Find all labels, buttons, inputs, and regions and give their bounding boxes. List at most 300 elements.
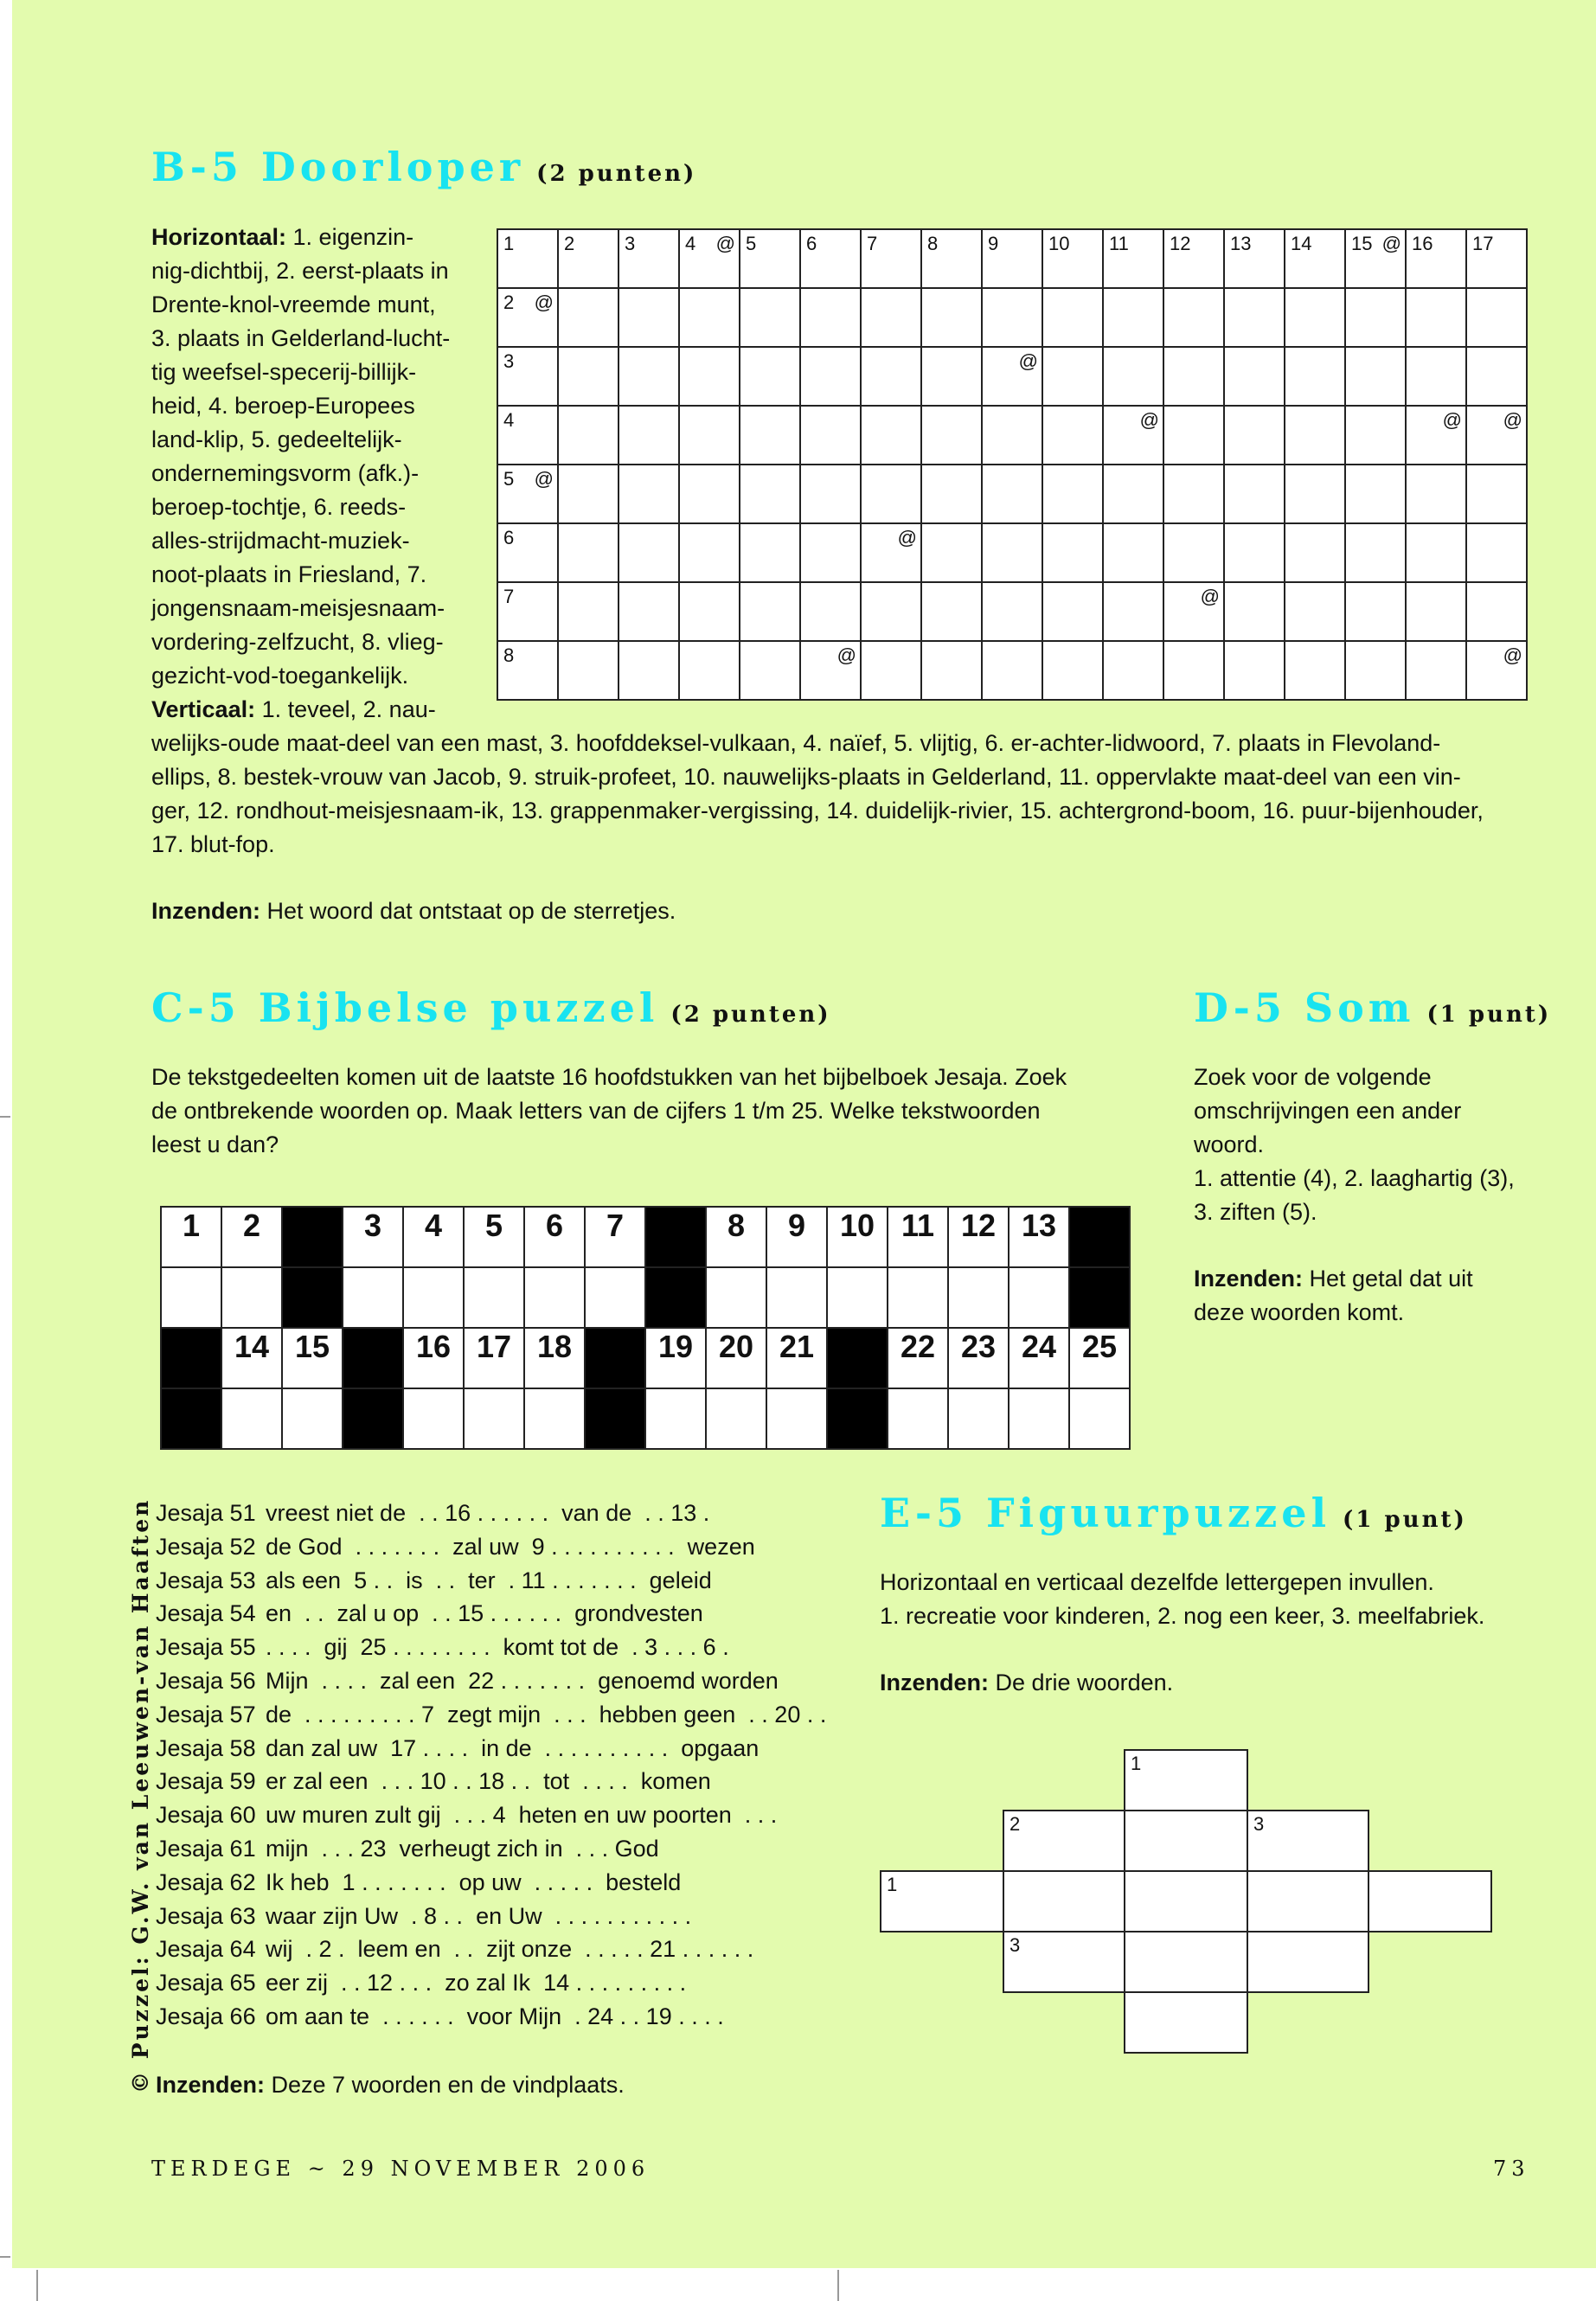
grid-cell[interactable]: [800, 465, 861, 523]
letter-cell[interactable]: [464, 1267, 524, 1328]
cell-number: 13: [1230, 233, 1252, 254]
grid-cell[interactable]: [1285, 406, 1345, 465]
grid-row: [161, 1267, 1130, 1328]
grid-cell[interactable]: [1406, 288, 1466, 347]
grid-cell[interactable]: [861, 406, 921, 465]
verse-reference: Jesaja 62: [156, 1868, 256, 1895]
grid-cell[interactable]: [861, 641, 921, 700]
grid-row: [497, 288, 1527, 347]
grid-cell[interactable]: [1345, 347, 1406, 406]
grid-cell[interactable]: [558, 582, 619, 641]
letter-cell[interactable]: 5: [464, 1207, 524, 1267]
clue-line: tig weefsel-specerij-billijk-: [151, 359, 417, 385]
fig-cell: [880, 1870, 1004, 1932]
clue-line: noot-plaats in Friesland, 7.: [151, 561, 427, 587]
clue-line: land-klip, 5. gedeeltelijk-: [151, 426, 402, 452]
grid-row: [161, 1328, 1130, 1388]
verse-row: [156, 1631, 826, 1664]
grid-row: [497, 229, 1527, 288]
cell-number: 6: [503, 527, 515, 548]
letter-cell[interactable]: 15: [282, 1328, 343, 1388]
letter-cell[interactable]: 7: [585, 1207, 645, 1267]
footer-page-number: 73: [1493, 2157, 1530, 2181]
grid-cell[interactable]: [800, 523, 861, 582]
cell-number: 2: [564, 233, 575, 254]
cell-number: 2: [1010, 1813, 1021, 1835]
footer-publication: TERDEGE ~ 29 NOVEMBER 2006: [151, 2157, 651, 2181]
fig-cell: [1247, 1870, 1369, 1932]
letter-cell[interactable]: [282, 1388, 343, 1449]
fig-cell: [1003, 1870, 1125, 1932]
black-cell: [1069, 1207, 1130, 1267]
grid-cell[interactable]: [921, 523, 982, 582]
b5-vertical-label: Verticaal:: [151, 696, 256, 722]
star-marker: @: [715, 233, 735, 254]
grid-cell[interactable]: [1466, 523, 1527, 582]
letter-cell[interactable]: 1: [161, 1207, 221, 1267]
letter-cell[interactable]: 4: [403, 1207, 464, 1267]
grid-cell[interactable]: [800, 582, 861, 641]
clue-line: 1. recreatie voor kinderen, 2. nog een keer, 3. meelfabriek.: [880, 1603, 1485, 1629]
verse-reference: Jesaja 52: [156, 1533, 256, 1560]
b5-horizontal-label: Horizontaal:: [151, 224, 287, 250]
grid-cell[interactable]: [1103, 523, 1163, 582]
letter-cell[interactable]: 17: [464, 1328, 524, 1388]
grid-row: [497, 406, 1527, 465]
verse-text: er zal een . . . 10 . . 18 . . tot . . . . komen: [266, 1768, 711, 1795]
c5-verse-list: [156, 1497, 826, 2034]
letter-cell[interactable]: 8: [706, 1207, 766, 1267]
grid-cell[interactable]: [558, 406, 619, 465]
grid-cell[interactable]: [1285, 229, 1345, 288]
letter-cell[interactable]: [403, 1388, 464, 1449]
grid-cell[interactable]: [1224, 582, 1285, 641]
grid-cell[interactable]: [1285, 465, 1345, 523]
grid-cell[interactable]: [1406, 229, 1466, 288]
grid-cell[interactable]: [1042, 523, 1103, 582]
grid-cell[interactable]: [1466, 641, 1527, 700]
letter-cell[interactable]: 6: [524, 1207, 585, 1267]
grid-cell[interactable]: [740, 347, 800, 406]
fig-cell: [1003, 1931, 1125, 1993]
grid-cell[interactable]: [1163, 347, 1224, 406]
cell-number: 16: [1412, 233, 1433, 254]
cell-number: 2: [503, 292, 515, 313]
star-marker: @: [897, 527, 917, 548]
grid-cell[interactable]: [1103, 288, 1163, 347]
letter-cell[interactable]: 10: [827, 1207, 888, 1267]
grid-cell[interactable]: [1345, 229, 1406, 288]
letter-cell[interactable]: 25: [1069, 1328, 1130, 1388]
verse-text: dan zal uw 17 . . . . in de . . . . . . . . . . opgaan: [266, 1734, 760, 1761]
grid-cell[interactable]: [740, 523, 800, 582]
grid-cell[interactable]: [1406, 347, 1466, 406]
grid-cell[interactable]: [619, 288, 679, 347]
black-cell: [645, 1267, 706, 1328]
clue-line: ondernemingsvorm (afk.)-: [151, 460, 420, 486]
grid-cell[interactable]: [982, 582, 1042, 641]
clue-line: vordering-zelfzucht, 8. vlieg-: [151, 629, 444, 655]
grid-row: [497, 641, 1527, 700]
letter-cell[interactable]: 19: [645, 1328, 706, 1388]
cell-number: 6: [806, 233, 817, 254]
c5-submit: [156, 2068, 625, 2102]
letter-cell[interactable]: [706, 1267, 766, 1328]
cell-number: 1: [503, 233, 515, 254]
verse-row: [156, 1664, 826, 1698]
clue-line: 1. teveel, 2. nau-: [261, 696, 436, 722]
b5-horizontal-clues: [151, 221, 480, 727]
grid-cell[interactable]: [1406, 641, 1466, 700]
grid-cell[interactable]: [1466, 347, 1527, 406]
d5-clues: [1194, 1061, 1583, 1330]
grid-cell[interactable]: [921, 229, 982, 288]
star-marker: @: [836, 644, 856, 666]
grid-cell[interactable]: [1285, 347, 1345, 406]
verse-row: [156, 1564, 826, 1598]
letter-cell[interactable]: 21: [766, 1328, 827, 1388]
cell-number: 3: [503, 350, 515, 372]
grid-cell[interactable]: [679, 347, 740, 406]
letter-cell[interactable]: 24: [1009, 1328, 1069, 1388]
grid-cell[interactable]: [1406, 465, 1466, 523]
grid-cell[interactable]: [740, 641, 800, 700]
letter-cell[interactable]: 14: [221, 1328, 282, 1388]
black-cell: [282, 1207, 343, 1267]
grid-cell[interactable]: [740, 229, 800, 288]
grid-cell[interactable]: [497, 288, 558, 347]
fig-cell: [1003, 1810, 1125, 1872]
letter-cell[interactable]: [221, 1388, 282, 1449]
verse-row: [156, 1732, 826, 1766]
grid-row: [497, 465, 1527, 523]
clue-line: 1. attentie (4), 2. laaghartig (3),: [1194, 1165, 1515, 1191]
verse-reference: Jesaja 59: [156, 1768, 256, 1795]
grid-cell[interactable]: [921, 347, 982, 406]
grid-cell[interactable]: [679, 229, 740, 288]
clue-line: jongensnaam-meisjesnaam-: [151, 595, 445, 621]
grid-cell[interactable]: [861, 288, 921, 347]
grid-cell[interactable]: [921, 641, 982, 700]
b5-title: B-5 Doorloper: [151, 144, 525, 190]
letter-cell[interactable]: 23: [948, 1328, 1009, 1388]
letter-cell[interactable]: [827, 1267, 888, 1328]
grid-cell[interactable]: [1345, 582, 1406, 641]
grid-cell[interactable]: [982, 523, 1042, 582]
grid-cell[interactable]: [1224, 406, 1285, 465]
letter-cell[interactable]: [221, 1267, 282, 1328]
grid-cell[interactable]: [800, 641, 861, 700]
grid-cell[interactable]: [1163, 465, 1224, 523]
verse-text: de . . . . . . . . . 7 zegt mijn . . . hebben geen . . 20 . .: [266, 1701, 827, 1727]
grid-cell[interactable]: [1345, 288, 1406, 347]
grid-cell[interactable]: [1042, 582, 1103, 641]
letter-cell[interactable]: [1009, 1267, 1069, 1328]
grid-cell[interactable]: [800, 288, 861, 347]
grid-cell[interactable]: [921, 406, 982, 465]
grid-row: [497, 523, 1527, 582]
grid-cell[interactable]: [558, 465, 619, 523]
d5-points: (1 punt): [1426, 1002, 1552, 1028]
grid-cell[interactable]: [1345, 406, 1406, 465]
fig-cell: [1124, 1870, 1248, 1932]
grid-cell[interactable]: [921, 465, 982, 523]
black-cell: [1069, 1267, 1130, 1328]
grid-cell[interactable]: [1345, 641, 1406, 700]
grid-cell[interactable]: [1285, 582, 1345, 641]
cell-number: 15: [1351, 233, 1373, 254]
grid-cell[interactable]: [497, 582, 558, 641]
letter-cell[interactable]: [766, 1267, 827, 1328]
b5-points: (2 punten): [536, 161, 697, 187]
clue-line: 1. eigenzin-: [292, 224, 414, 250]
grid-cell[interactable]: [1163, 406, 1224, 465]
grid-cell[interactable]: [497, 465, 558, 523]
grid-cell[interactable]: [619, 582, 679, 641]
grid-cell[interactable]: [740, 288, 800, 347]
grid-cell[interactable]: [1285, 523, 1345, 582]
grid-cell[interactable]: [558, 288, 619, 347]
fig-cell: [1124, 1931, 1248, 1993]
star-marker: @: [1200, 586, 1220, 607]
grid-cell[interactable]: [679, 641, 740, 700]
black-cell: [827, 1328, 888, 1388]
grid-cell[interactable]: [800, 229, 861, 288]
grid-cell[interactable]: [497, 406, 558, 465]
grid-cell[interactable]: [861, 582, 921, 641]
grid-cell[interactable]: [800, 406, 861, 465]
grid-cell[interactable]: [558, 523, 619, 582]
submit-text: Deze 7 woorden en de vindplaats.: [271, 2072, 625, 2098]
clue-line: heid, 4. beroep-Europees: [151, 393, 415, 419]
grid-cell[interactable]: [679, 406, 740, 465]
grid-cell[interactable]: [1042, 347, 1103, 406]
grid-cell[interactable]: [1103, 406, 1163, 465]
letter-cell[interactable]: [464, 1388, 524, 1449]
grid-cell[interactable]: [1042, 465, 1103, 523]
grid-cell[interactable]: [1103, 347, 1163, 406]
grid-cell[interactable]: [982, 229, 1042, 288]
grid-cell[interactable]: [740, 465, 800, 523]
submit-text: Het getal dat uit: [1309, 1266, 1473, 1292]
grid-cell[interactable]: [982, 347, 1042, 406]
grid-cell[interactable]: [679, 582, 740, 641]
letter-cell[interactable]: [948, 1388, 1009, 1449]
letter-cell[interactable]: 11: [888, 1207, 948, 1267]
trim-mark: [0, 2256, 10, 2258]
grid-cell[interactable]: [1224, 523, 1285, 582]
grid-cell[interactable]: [1163, 229, 1224, 288]
verse-text: eer zij . . 12 . . . zo zal Ik 14 . . . . . . . . .: [266, 1970, 687, 1997]
verse-reference: Jesaja 54: [156, 1600, 256, 1627]
letter-cell[interactable]: [948, 1267, 1009, 1328]
letter-cell[interactable]: 13: [1009, 1207, 1069, 1267]
grid-cell[interactable]: [861, 523, 921, 582]
star-marker: @: [1503, 409, 1522, 431]
verse-reference: Jesaja 58: [156, 1734, 256, 1761]
black-cell: [585, 1388, 645, 1449]
verse-text: om aan te . . . . . . voor Mijn . 24 . . 19 . . . .: [266, 2003, 724, 2029]
b5-vertical-clues: [151, 727, 1553, 862]
grid-cell[interactable]: [861, 465, 921, 523]
grid-cell[interactable]: [1042, 229, 1103, 288]
grid-cell[interactable]: [982, 641, 1042, 700]
grid-cell[interactable]: [1224, 465, 1285, 523]
verse-reference: Jesaja 64: [156, 1936, 256, 1963]
letter-cell[interactable]: 9: [766, 1207, 827, 1267]
letter-cell[interactable]: [888, 1388, 948, 1449]
grid-cell[interactable]: [497, 523, 558, 582]
cell-number: 12: [1170, 233, 1191, 254]
grid-cell[interactable]: [1406, 582, 1466, 641]
grid-cell[interactable]: [1224, 288, 1285, 347]
grid-cell[interactable]: [619, 465, 679, 523]
e5-points: (1 punt): [1343, 1507, 1467, 1533]
letter-cell[interactable]: [645, 1388, 706, 1449]
grid-cell[interactable]: [1163, 523, 1224, 582]
grid-cell[interactable]: [1466, 406, 1527, 465]
c5-title: C-5 Bijbelse puzzel: [151, 984, 659, 1031]
verse-row: [156, 1698, 826, 1732]
cell-number: 7: [503, 586, 515, 607]
verse-reference: Jesaja 60: [156, 1802, 256, 1829]
grid-cell[interactable]: [497, 641, 558, 700]
letter-cell[interactable]: [706, 1388, 766, 1449]
grid-cell[interactable]: [1466, 582, 1527, 641]
grid-cell[interactable]: [1042, 641, 1103, 700]
grid-cell[interactable]: [619, 406, 679, 465]
verse-reference: Jesaja 65: [156, 1970, 256, 1997]
verse-reference: Jesaja 66: [156, 2003, 256, 2029]
verse-text: vreest niet de . . 16 . . . . . . van de . . 13 .: [266, 1500, 710, 1526]
grid-cell[interactable]: [921, 582, 982, 641]
verse-reference: Jesaja 57: [156, 1701, 256, 1727]
cell-number: 3: [1010, 1934, 1021, 1956]
grid-cell[interactable]: [619, 641, 679, 700]
verse-row: [156, 1597, 826, 1631]
letter-cell[interactable]: [1009, 1388, 1069, 1449]
verse-row: [156, 1866, 826, 1900]
grid-row: [497, 347, 1527, 406]
grid-cell[interactable]: [800, 347, 861, 406]
star-marker: @: [1503, 644, 1522, 666]
clue-line: woord.: [1194, 1131, 1265, 1157]
letter-cell[interactable]: 12: [948, 1207, 1009, 1267]
cell-number: 14: [1291, 233, 1312, 254]
grid-cell[interactable]: [1406, 406, 1466, 465]
grid-cell[interactable]: [497, 347, 558, 406]
grid-cell[interactable]: [861, 229, 921, 288]
letter-cell[interactable]: 18: [524, 1328, 585, 1388]
letter-cell[interactable]: [524, 1388, 585, 1449]
grid-cell[interactable]: [1466, 288, 1527, 347]
letter-cell[interactable]: [585, 1267, 645, 1328]
cell-number: 11: [1109, 233, 1129, 254]
cell-number: 5: [746, 233, 757, 254]
letter-cell[interactable]: [888, 1267, 948, 1328]
grid-cell[interactable]: [619, 229, 679, 288]
fig-cell: [1124, 1749, 1248, 1811]
grid-cell[interactable]: [982, 465, 1042, 523]
submit-label: Inzenden:: [1194, 1266, 1303, 1292]
cell-number: 3: [1253, 1813, 1265, 1835]
grid-cell[interactable]: [1406, 523, 1466, 582]
grid-cell[interactable]: [558, 641, 619, 700]
letter-cell[interactable]: [161, 1267, 221, 1328]
grid-cell[interactable]: [1345, 465, 1406, 523]
grid-cell[interactable]: [558, 347, 619, 406]
grid-cell[interactable]: [1224, 641, 1285, 700]
letter-cell[interactable]: [1069, 1388, 1130, 1449]
grid-cell[interactable]: [679, 523, 740, 582]
verse-text: uw muren zult gij . . . 4 heten en uw poorten . . .: [266, 1802, 778, 1829]
black-cell: [343, 1388, 403, 1449]
verse-reference: Jesaja 55: [156, 1634, 256, 1661]
grid-cell[interactable]: [1224, 347, 1285, 406]
fig-cell: [1124, 1991, 1248, 2054]
letter-cell[interactable]: 20: [706, 1328, 766, 1388]
verse-text: wij . 2 . leem en . . zijt onze . . . . . 21 . . . . . .: [266, 1936, 754, 1963]
intro-line: de ontbrekende woorden op. Maak letters van de cijfers 1 t/m 25. Welke tekstwoorden: [151, 1098, 1041, 1124]
letter-cell[interactable]: 3: [343, 1207, 403, 1267]
grid-cell[interactable]: [1345, 523, 1406, 582]
grid-cell[interactable]: [619, 347, 679, 406]
grid-cell[interactable]: [1103, 582, 1163, 641]
grid-cell[interactable]: [1042, 288, 1103, 347]
black-cell: [282, 1267, 343, 1328]
b5-heading: [151, 144, 696, 190]
letter-cell[interactable]: 2: [221, 1207, 282, 1267]
grid-cell[interactable]: [1163, 641, 1224, 700]
grid-cell[interactable]: [1285, 288, 1345, 347]
grid-cell[interactable]: [1103, 641, 1163, 700]
verse-reference: Jesaja 56: [156, 1667, 256, 1694]
grid-cell[interactable]: [558, 229, 619, 288]
letter-cell[interactable]: [403, 1267, 464, 1328]
letter-cell[interactable]: [343, 1267, 403, 1328]
grid-cell[interactable]: [1224, 229, 1285, 288]
grid-cell[interactable]: [982, 406, 1042, 465]
grid-cell[interactable]: [740, 406, 800, 465]
grid-cell[interactable]: [1042, 406, 1103, 465]
letter-cell[interactable]: 22: [888, 1328, 948, 1388]
cell-number: 1: [887, 1874, 898, 1895]
fig-cell: [1247, 1931, 1369, 1993]
grid-cell[interactable]: [982, 288, 1042, 347]
grid-cell[interactable]: [619, 523, 679, 582]
grid-cell[interactable]: [1466, 465, 1527, 523]
verse-row: [156, 2000, 826, 2034]
letter-cell[interactable]: 16: [403, 1328, 464, 1388]
cell-number: 1: [1131, 1753, 1142, 1774]
grid-cell[interactable]: [740, 582, 800, 641]
verse-text: als een 5 . . is . . ter . 11 . . . . . . . geleid: [266, 1567, 712, 1593]
grid-cell[interactable]: [679, 465, 740, 523]
grid-cell[interactable]: [1103, 465, 1163, 523]
letter-cell[interactable]: [524, 1267, 585, 1328]
letter-cell[interactable]: [766, 1388, 827, 1449]
grid-cell[interactable]: [497, 229, 558, 288]
grid-cell[interactable]: [1163, 582, 1224, 641]
grid-cell[interactable]: [1466, 229, 1527, 288]
grid-cell[interactable]: [1103, 229, 1163, 288]
grid-cell[interactable]: [861, 347, 921, 406]
grid-cell[interactable]: [1285, 641, 1345, 700]
grid-cell[interactable]: [1163, 288, 1224, 347]
star-marker: @: [1381, 233, 1401, 254]
grid-cell[interactable]: [679, 288, 740, 347]
grid-cell[interactable]: [921, 288, 982, 347]
